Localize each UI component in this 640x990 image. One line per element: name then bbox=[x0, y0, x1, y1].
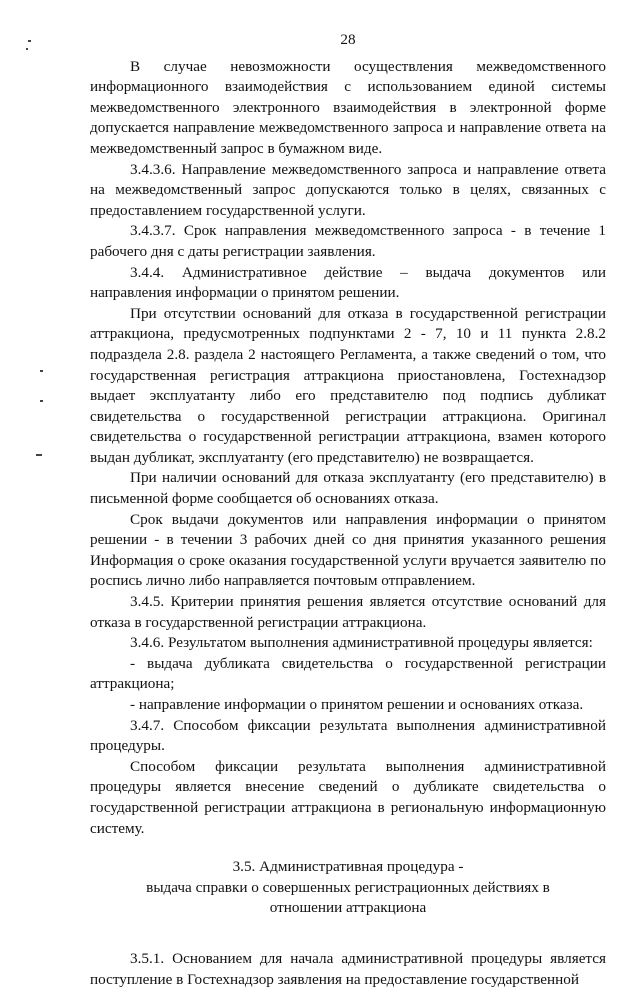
paragraph: Срок выдачи документов или направления информации о принятом решении - в течении 3 рабочих дней со дня принятия указанного решения Информация о сроке оказания государственной услуги вручается заявителю по роспись лично либо направляется почтовым отправлением. bbox=[90, 510, 606, 590]
list-item: - направление информации о принятом решении и основаниях отказа. bbox=[130, 696, 584, 713]
list-item: - выдача дубликата свидетельства о государственной регистрации аттракциона; bbox=[90, 654, 606, 693]
paragraph: 3.4.6. Результатом выполнения административной процедуры является: bbox=[130, 634, 593, 652]
paragraph: 3.4.5. Критерии принятия решения является отсутствие оснований для отказа в государственной регистрации аттракциона. bbox=[90, 593, 606, 631]
scan-mark bbox=[40, 400, 43, 402]
page-number: 28 bbox=[340, 31, 356, 48]
paragraph: При наличии оснований для отказа эксплуатанту (его представителю) в письменной форме сообщается об основаниях отказа. bbox=[90, 469, 606, 508]
document-page bbox=[90, 30, 606, 990]
scan-mark bbox=[28, 40, 31, 42]
scan-mark bbox=[40, 370, 43, 372]
body-text-before bbox=[90, 57, 606, 840]
section-heading-line: 3.5. Административная процедура - bbox=[232, 858, 464, 876]
scan-mark bbox=[26, 48, 28, 50]
paragraph: 3.4.3.6. Направление межведомственного запроса и направление ответа на межведомственный запрос допускаются только в целях, связанных с предоставлением государственной услуги. bbox=[90, 160, 606, 219]
section-heading-line: выдача справки о совершенных регистрационных действиях в bbox=[146, 878, 550, 896]
paragraph: При отсутствии оснований для отказа в государственной регистрации аттракциона, предусмотренных подпунктами 2 - 7, 10 и 11 пункта 2.8.2 подраздела 2.8. раздела 2 настоящего Регламента, а также сведений о том, что государственная регистрация аттракциона приостановлена, Гостехнадзор выдает эксплуатанту либо его представителю под подпись дубликат свидетельства о государственной регистрации аттракциона. Оригинал свидетельства о государственной регистрации аттракциона, взамен которого выдан дубликат, эксплуатанту (его представителю) не возвращается. bbox=[90, 304, 606, 466]
section-heading bbox=[90, 857, 606, 919]
paragraph: 3.4.3.7. Срок направления межведомственного запроса - в течение 1 рабочего дня с даты регистрации заявления. bbox=[90, 222, 606, 260]
paragraph: 3.4.4. Административное действие – выдача документов или направления информации о принятом решении. bbox=[90, 263, 606, 302]
paragraph: 3.4.7. Способом фиксации результата выполнения административной процедуры. bbox=[90, 716, 606, 755]
paragraph: Способом фиксации результата выполнения административной процедуры является внесение сведений о дубликате свидетельства о государственной регистрации аттракциона в региональную информационную систему. bbox=[90, 757, 606, 837]
paragraph: 3.5.1. Основанием для начала административной процедуры является поступление в Гостехнадзор заявления на предоставление государственной bbox=[90, 949, 606, 988]
paragraph: В случае невозможности осуществления межведомственного информационного взаимодействия с использованием единой системы межведомственного электронного взаимодействия в электронной форме допускается направление межведомственного запроса и направление ответа на межведомственный запрос в бумажном виде. bbox=[90, 57, 606, 157]
body-text-after bbox=[90, 949, 606, 990]
scan-mark bbox=[36, 454, 42, 456]
section-heading-line: отношении аттракциона bbox=[269, 899, 427, 917]
